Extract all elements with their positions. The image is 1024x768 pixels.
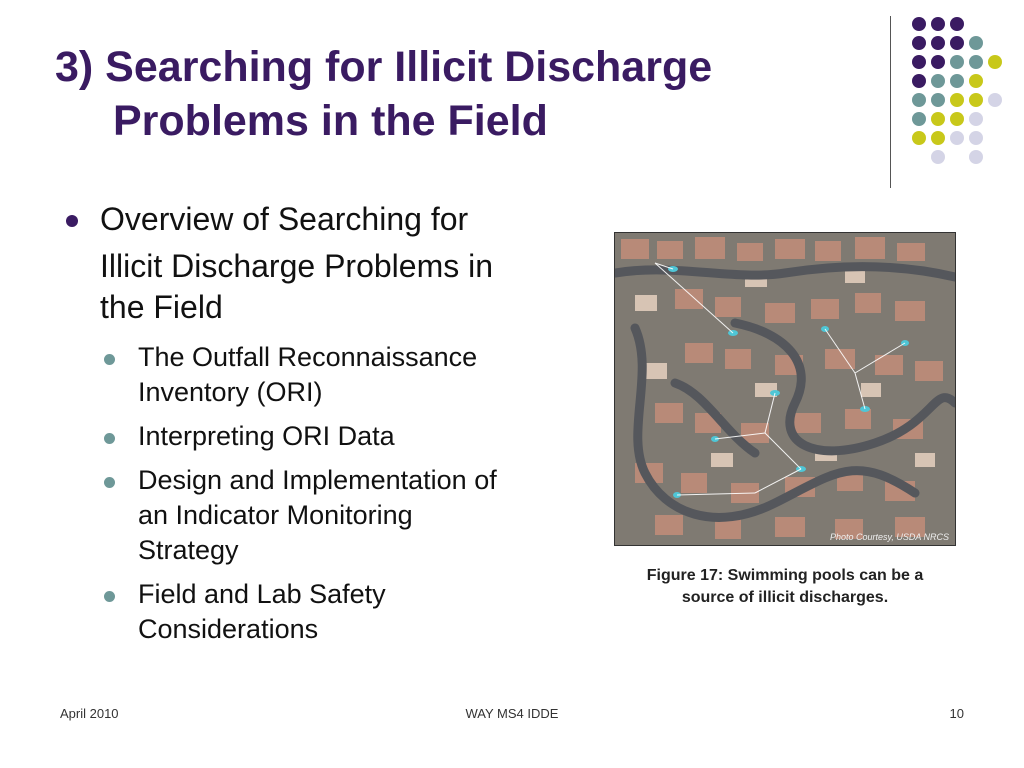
decorative-dot — [950, 112, 964, 126]
main-bullet-line1: Overview of Searching for — [100, 201, 469, 237]
decorative-dot — [950, 36, 964, 50]
decorative-dot — [950, 17, 964, 31]
decorative-dot — [969, 131, 983, 145]
sub-bullet-item — [100, 577, 605, 647]
main-bullet-line2: Illicit Discharge Problems in — [100, 248, 494, 284]
photo-credit: Photo Courtesy, USDA NRCS — [829, 532, 949, 542]
sub-bullet-line: an Indicator Monitoring — [138, 500, 413, 530]
decorative-dot — [912, 93, 926, 107]
decorative-dot — [912, 55, 926, 69]
slide-title — [55, 40, 875, 148]
decorative-dot — [931, 150, 945, 164]
decorative-dot — [969, 55, 983, 69]
footer-title: WAY MS4 IDDE — [465, 706, 559, 721]
decorative-dot — [950, 93, 964, 107]
sub-bullet-line: Considerations — [138, 614, 319, 644]
figure-caption-line1: Figure 17: Swimming pools can be a — [646, 567, 924, 584]
sub-bullet-line: Strategy — [138, 535, 239, 565]
main-bullet-line3: the Field — [100, 289, 223, 325]
decorative-dot — [988, 93, 1002, 107]
decorative-dot — [931, 17, 945, 31]
decorative-dot — [969, 112, 983, 126]
decorative-dot — [931, 93, 945, 107]
decorative-dot — [969, 150, 983, 164]
sub-bullet-item — [100, 340, 605, 410]
sub-bullet-item — [100, 463, 605, 568]
decorative-dot — [912, 131, 926, 145]
decorative-dot — [931, 74, 945, 88]
decorative-dot — [969, 36, 983, 50]
decorative-dot — [912, 17, 926, 31]
decorative-dot — [931, 112, 945, 126]
sub-bullet-line: Inventory (ORI) — [138, 377, 323, 407]
sub-bullet-line: The Outfall Reconnaissance — [138, 342, 478, 372]
sub-bullet-item — [100, 419, 605, 454]
decorative-dot — [912, 36, 926, 50]
sub-bullet-line: Interpreting ORI Data — [138, 421, 395, 451]
decorative-dot — [950, 74, 964, 88]
footer-date: April 2010 — [60, 706, 119, 721]
decorative-dot — [931, 36, 945, 50]
decorative-dot — [931, 55, 945, 69]
sub-bullet-line: Field and Lab Safety — [138, 579, 386, 609]
decorative-divider — [890, 16, 891, 188]
footer-page-number: 10 — [949, 706, 964, 721]
aerial-photo-illustration — [615, 233, 955, 545]
sub-bullet-list — [60, 340, 605, 647]
slide-title-line1: 3) Searching for Illicit Discharge — [55, 43, 713, 91]
decorative-dot — [931, 131, 945, 145]
main-bullet — [60, 196, 605, 331]
decorative-dot — [912, 74, 926, 88]
decorative-dot — [969, 93, 983, 107]
decorative-dot — [988, 55, 1002, 69]
decorative-dot — [950, 55, 964, 69]
aerial-neighborhood-photo — [614, 232, 956, 546]
sub-bullet-line: Design and Implementation of — [138, 465, 497, 495]
figure-caption-line2: source of illicit discharges. — [681, 589, 889, 606]
decorative-dot — [950, 131, 964, 145]
slide-title-line2: Problems in the Field — [113, 97, 548, 145]
figure-caption — [620, 565, 950, 609]
decorative-dot — [969, 74, 983, 88]
slide-body — [60, 196, 605, 647]
decorative-dot — [912, 112, 926, 126]
